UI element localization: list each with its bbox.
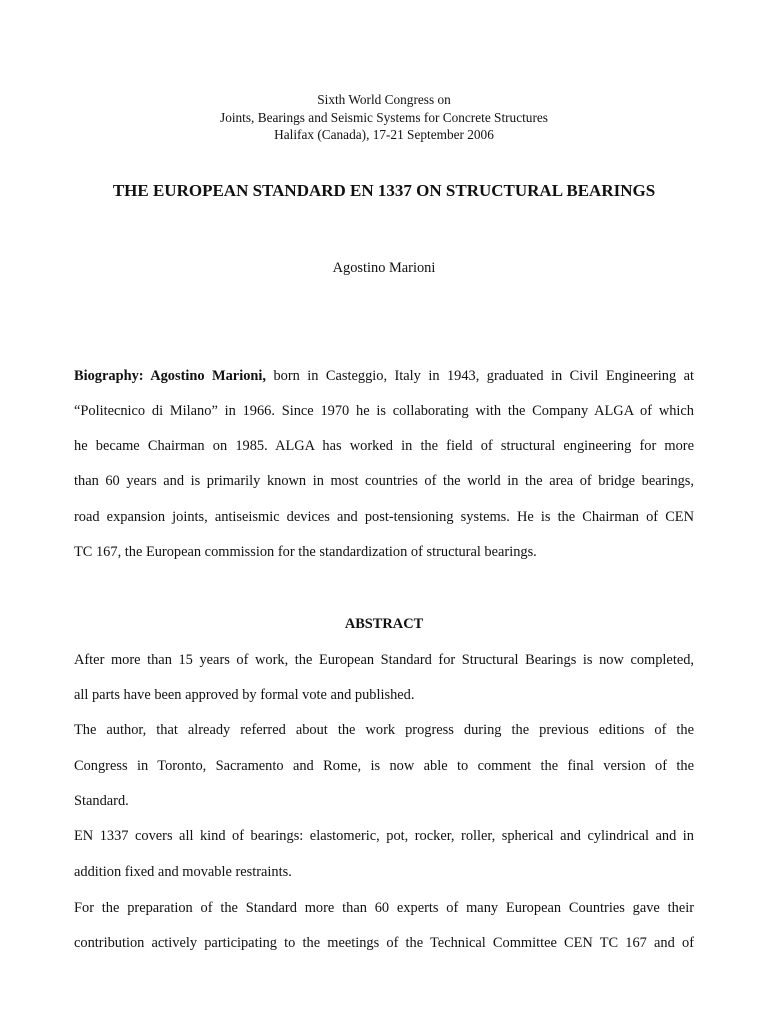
biography-label: Biography: Agostino Marioni, — [74, 368, 266, 384]
abstract-line: The author, that already referred about the work progress during the previous editions of the — [74, 722, 694, 738]
conference-subtitle: Joints, Bearings and Seismic Systems for Concrete Structures — [220, 109, 548, 125]
abstract-line: all parts have been approved by formal vote and published. — [74, 687, 415, 703]
biography-line — [74, 367, 694, 385]
biography-line: road expansion joints, antiseismic devices and post-tensioning systems. He is the Chairman of CEN — [74, 509, 694, 525]
abstract-line: Congress in Toronto, Sacramento and Rome, is now able to comment the final version of the — [74, 758, 694, 774]
biography-text: born in Casteggio, Italy in 1943, graduated in Civil Engineering at — [266, 368, 694, 384]
abstract-line: For the preparation of the Standard more than 60 experts of many European Countries gave their — [74, 900, 694, 916]
abstract-line: After more than 15 years of work, the European Standard for Structural Bearings is now completed, — [74, 652, 694, 668]
biography-line: he became Chairman on 1985. ALGA has worked in the field of structural engineering for more — [74, 438, 694, 454]
conference-name: Sixth World Congress on — [317, 92, 451, 107]
author-name: Agostino Marioni — [332, 260, 436, 276]
abstract-heading: ABSTRACT — [344, 616, 424, 632]
biography-line: “Politecnico di Milano” in 1966. Since 1970 he is collaborating with the Company ALGA of which — [74, 403, 694, 419]
paper-title: THE EUROPEAN STANDARD EN 1337 ON STRUCTURAL BEARINGS — [112, 181, 656, 200]
abstract-line: addition fixed and movable restraints. — [74, 864, 292, 880]
abstract-line: EN 1337 covers all kind of bearings: elastomeric, pot, rocker, roller, spherical and cylindrical and in — [74, 828, 694, 844]
conference-location-date: Halifax (Canada), 17-21 September 2006 — [274, 127, 494, 142]
biography-line: than 60 years and is primarily known in most countries of the world in the area of bridge bearings, — [74, 473, 694, 489]
abstract-line: Standard. — [74, 793, 129, 809]
biography-line: TC 167, the European commission for the standardization of structural bearings. — [74, 544, 537, 560]
conference-header — [0, 91, 768, 144]
abstract-line: contribution actively participating to the meetings of the Technical Committee CEN TC 167 and of — [74, 935, 694, 951]
